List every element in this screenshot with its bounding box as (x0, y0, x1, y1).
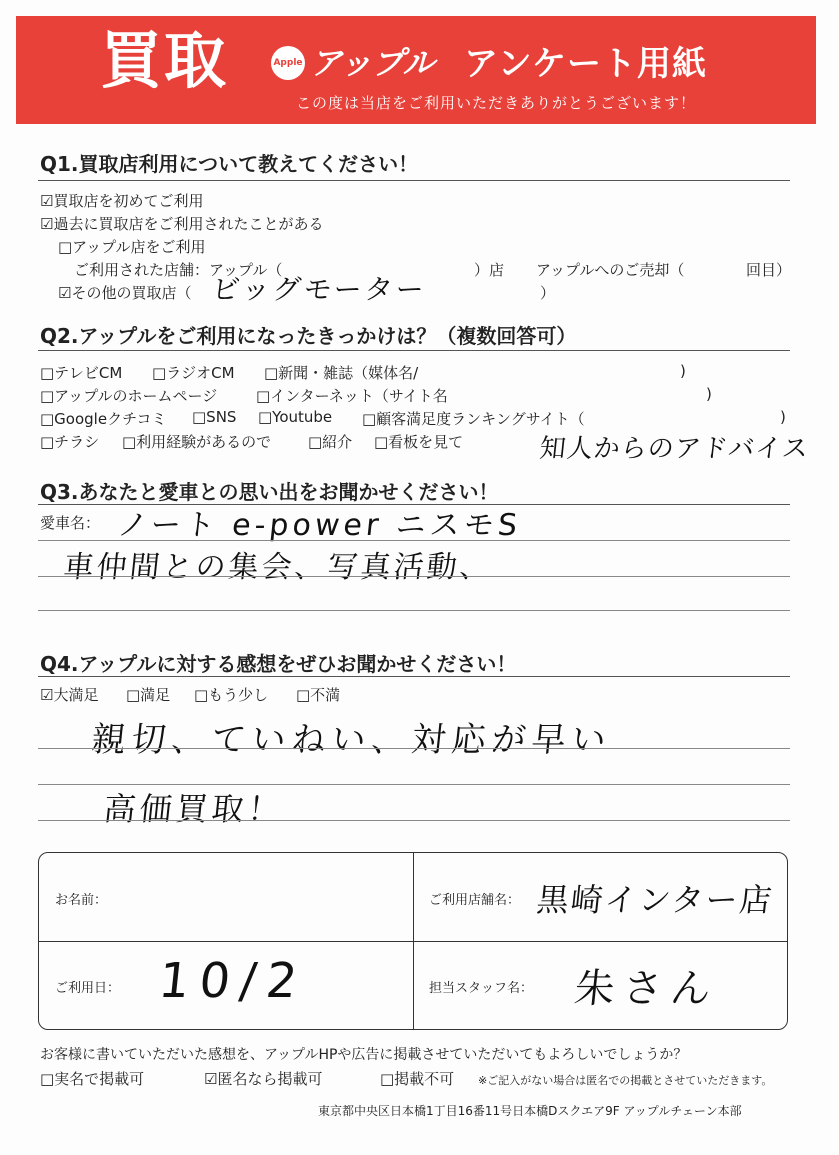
kaitori-logo: 買取 (100, 24, 229, 97)
q4-rule (38, 676, 790, 677)
q3-line-1 (38, 540, 790, 541)
consent-opt-no[interactable]: □掲載不可 (380, 1070, 455, 1088)
q1-opt-first[interactable]: ☑買取店を初めてご利用 (40, 192, 204, 210)
form-subtitle: この度は当店をご利用いただきありがとうございます！ (296, 94, 697, 112)
header-banner (16, 16, 816, 124)
q3-question: Q3.あなたと愛車との思い出をお聞かせください！ (40, 480, 499, 504)
date-label: ご利用日： (55, 981, 121, 996)
q2-handwritten: 知人からのアドバイス (538, 434, 811, 464)
q1-sale-count-label: アップルへのご売却（ (536, 261, 685, 279)
q2-opt-ranking[interactable]: □顧客満足度ランキングサイト（ (362, 410, 585, 428)
q2-opt-tvcm[interactable]: □テレビCM (40, 364, 123, 382)
apple-logo-icon: Apple (271, 46, 305, 80)
q1-store-suffix: ）店 (474, 261, 505, 279)
q3-line-3 (38, 610, 790, 611)
q2-question: Q2.アップルをご利用になったきっかけは？（複数回答可） (40, 324, 577, 348)
q4-opt-satisfied[interactable]: □満足 (126, 686, 171, 704)
consent-opt-anon[interactable]: ☑匿名なら掲載可 (204, 1070, 323, 1088)
apple-logo-text: アップル (310, 44, 435, 82)
q1-opt-apple[interactable]: □アップル店をご利用 (58, 238, 206, 256)
q4-handwritten-line1: 親切、ていねい、対応が早い (89, 720, 614, 760)
q4-question: Q4.アップルに対する感想をぜひお聞かせください！ (40, 652, 517, 676)
date-handwritten: 10/2 (156, 953, 310, 1009)
q4-opt-bit-more[interactable]: □もう少し (194, 686, 269, 704)
q1-opt-past[interactable]: ☑過去に買取店をご利用されたことがある (40, 215, 324, 233)
q2-opt-google[interactable]: □Googleクチコミ (40, 410, 167, 428)
q2-opt-newspaper[interactable]: □新聞・雑誌（媒体名/ (264, 364, 419, 382)
q2-row3-close: ) (780, 408, 786, 426)
q4-line-3 (38, 820, 790, 821)
name-label: お名前： (55, 893, 108, 908)
form-title: アンケート用紙 (464, 44, 707, 84)
q3-car-handwritten: ノート e-power ニスモS (115, 508, 523, 543)
store-handwritten: 黒崎インター店 (534, 881, 776, 919)
q2-opt-flyer[interactable]: □チラシ (40, 433, 100, 451)
q2-row2-close: ) (706, 385, 712, 403)
q2-opt-signboard[interactable]: □看板を見て (374, 433, 464, 451)
consent-note: ※ご記入がない場合は匿名での掲載とさせていただきます。 (478, 1074, 773, 1087)
q2-opt-referral[interactable]: □紹介 (308, 433, 353, 451)
q3-car-label: 愛車名： (40, 514, 101, 532)
q3-memory-handwritten: 車仲間との集会、写真活動、 (61, 550, 495, 585)
footer-address: 東京都中央区日本橋1丁目16番11号日本橋Dスクエア9F アップルチェーン本部 (318, 1104, 742, 1118)
staff-handwritten: 朱さん (572, 966, 722, 1012)
q1-rule (38, 180, 790, 181)
q1-question: Q1.買取店利用について教えてください！ (40, 152, 419, 176)
q3-line-2 (38, 576, 790, 577)
store-label: ご利用店舗名： (429, 893, 521, 908)
q2-opt-sns[interactable]: □SNS (192, 408, 237, 426)
q4-opt-unsatisfied[interactable]: □不満 (296, 686, 341, 704)
staff-label: 担当スタッフ名： (429, 981, 534, 996)
info-box (38, 852, 788, 1030)
q2-opt-homepage[interactable]: □アップルのホームページ (40, 387, 218, 405)
q2-rule (38, 350, 790, 351)
q1-opt-other-close: ） (540, 284, 556, 302)
q2-opt-radiocm[interactable]: □ラジオCM (152, 364, 235, 382)
info-box-hdivider (39, 941, 787, 942)
q2-opt-youtube[interactable]: □Youtube (258, 408, 333, 426)
q1-other-store-handwritten: ビッグモーター (210, 273, 429, 306)
consent-opt-real[interactable]: □実名で掲載可 (40, 1070, 145, 1088)
q1-store-line: ご利用された店舗：アップル（ (74, 261, 283, 279)
q1-opt-other[interactable]: ☑その他の買取店（ (58, 284, 192, 302)
q4-line-1 (38, 748, 790, 749)
consent-question: お客様に書いていただいた感想を、アップルHPや広告に掲載させていただいてもよろしいでしょうか？ (40, 1047, 688, 1063)
q4-handwritten-line2: 高価買取！ (101, 790, 286, 828)
q2-row1-close: ) (680, 362, 686, 380)
q2-opt-internet[interactable]: □インターネット（サイト名 (256, 387, 448, 405)
q2-opt-experience[interactable]: □利用経験があるので (122, 433, 272, 451)
q1-sale-count-suffix: 回目） (746, 261, 792, 279)
q4-opt-very-satisfied[interactable]: ☑大満足 (40, 686, 99, 704)
